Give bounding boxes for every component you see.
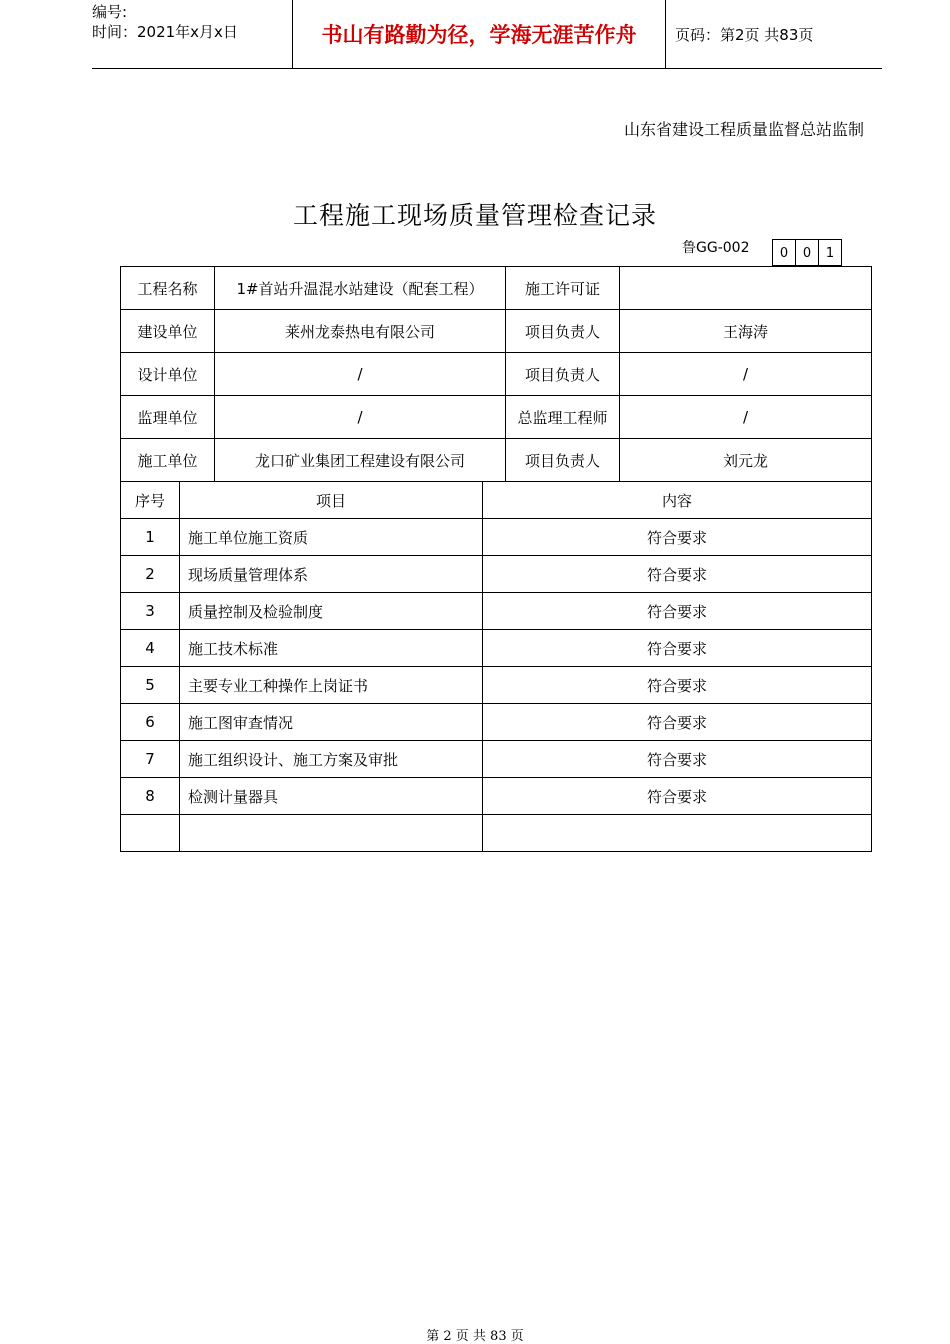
item-content: 符合要求 [483, 704, 872, 741]
item-no: 3 [121, 593, 180, 630]
serial-digit: 0 [795, 240, 818, 265]
serial-digit: 1 [818, 240, 841, 265]
info-value: 莱州龙泰热电有限公司 [215, 310, 506, 353]
column-header-item: 项目 [180, 482, 483, 519]
table-row [121, 667, 872, 704]
info-label: 建设单位 [121, 310, 215, 353]
supervisor-note: 山东省建设工程质量监督总站监制 [623, 120, 864, 139]
form-code: 鲁GG-002 [682, 240, 750, 256]
inspection-items-table [120, 481, 872, 852]
item-name: 主要专业工种操作上岗证书 [180, 667, 483, 704]
header-page-info: 页码：第2页 共83页 [675, 26, 814, 44]
item-content: 符合要求 [483, 519, 872, 556]
item-content [483, 815, 872, 852]
item-name: 检测计量器具 [180, 778, 483, 815]
time-label: 时间：2021年x月x日 [92, 23, 238, 41]
info-label: 监理单位 [121, 396, 215, 439]
info-label: 施工单位 [121, 439, 215, 482]
item-content: 符合要求 [483, 556, 872, 593]
info-label: 项目负责人 [506, 439, 620, 482]
item-name: 施工图审查情况 [180, 704, 483, 741]
table-row [121, 778, 872, 815]
info-value: / [215, 396, 506, 439]
page-footer: 第 2 页 共 83 页 [426, 1329, 524, 1344]
item-content: 符合要求 [483, 593, 872, 630]
table-header-row [121, 482, 872, 519]
item-name: 质量控制及检验制度 [180, 593, 483, 630]
info-value: 刘元龙 [620, 439, 872, 482]
serial-number-boxes [772, 239, 842, 266]
item-name: 施工单位施工资质 [180, 519, 483, 556]
table-row [121, 741, 872, 778]
item-no: 8 [121, 778, 180, 815]
info-value: / [620, 396, 872, 439]
info-label: 总监理工程师 [506, 396, 620, 439]
table-row [121, 556, 872, 593]
table-row [121, 267, 872, 310]
table-row [121, 630, 872, 667]
item-no: 1 [121, 519, 180, 556]
table-row [121, 519, 872, 556]
item-content: 符合要求 [483, 630, 872, 667]
info-value: 龙口矿业集团工程建设有限公司 [215, 439, 506, 482]
project-info-table [120, 266, 872, 482]
serial-digit: 0 [779, 246, 789, 261]
page-header [92, 0, 882, 69]
table-row [121, 396, 872, 439]
item-content: 符合要求 [483, 741, 872, 778]
item-no [121, 815, 180, 852]
info-label: 项目负责人 [506, 353, 620, 396]
item-content: 符合要求 [483, 778, 872, 815]
column-header-no: 序号 [121, 482, 180, 519]
table-row [121, 353, 872, 396]
info-value: 1#首站升温混水站建设（配套工程） [215, 267, 506, 310]
info-label: 设计单位 [121, 353, 215, 396]
item-no: 7 [121, 741, 180, 778]
item-name: 施工技术标准 [180, 630, 483, 667]
column-header-content: 内容 [483, 482, 872, 519]
header-meta [92, 2, 292, 42]
item-no: 2 [121, 556, 180, 593]
info-label: 项目负责人 [506, 310, 620, 353]
table-row [121, 310, 872, 353]
document-title: 工程施工现场质量管理检查记录 [292, 201, 657, 230]
item-content: 符合要求 [483, 667, 872, 704]
table-row [121, 593, 872, 630]
info-label: 施工许可证 [506, 267, 620, 310]
info-label: 工程名称 [121, 267, 215, 310]
table-row [121, 439, 872, 482]
header-motto: 书山有路勤为径，学海无涯苦作舟 [321, 22, 637, 47]
table-row [121, 704, 872, 741]
header-divider [665, 0, 666, 68]
item-no: 6 [121, 704, 180, 741]
info-value [620, 267, 872, 310]
item-name: 现场质量管理体系 [180, 556, 483, 593]
item-no: 5 [121, 667, 180, 704]
info-value: / [215, 353, 506, 396]
table-row [121, 815, 872, 852]
number-label: 编号: [92, 3, 128, 21]
item-name [180, 815, 483, 852]
item-no: 4 [121, 630, 180, 667]
item-name: 施工组织设计、施工方案及审批 [180, 741, 483, 778]
info-value: 王海涛 [620, 310, 872, 353]
info-value: / [620, 353, 872, 396]
